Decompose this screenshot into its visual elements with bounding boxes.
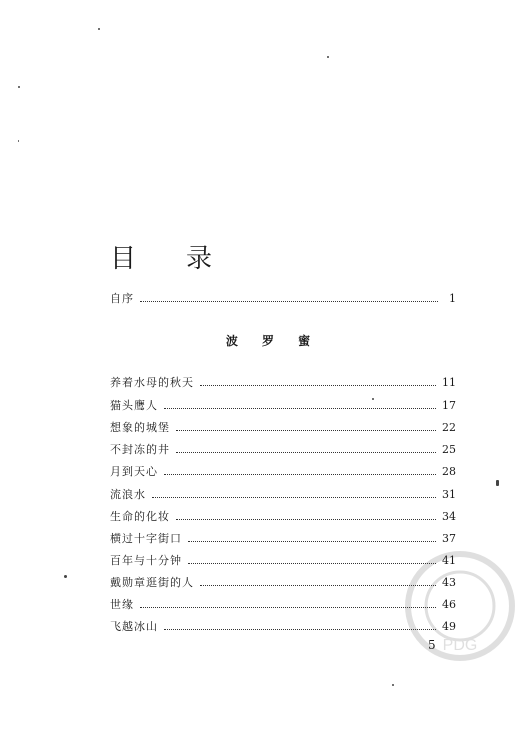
toc-entry-label: 戴勋章逛街的人 <box>110 576 194 589</box>
toc-entry-page: 17 <box>442 399 456 412</box>
toc-entry-page: 28 <box>442 465 456 478</box>
toc-entry-label: 猫头鹰人 <box>110 399 158 412</box>
toc-entry-page: 46 <box>442 598 456 611</box>
toc-entry[interactable] <box>110 508 456 524</box>
toc-leader-dots <box>200 384 436 386</box>
toc-entry-preface[interactable] <box>110 290 456 306</box>
toc-entry-label: 世缘 <box>110 598 134 611</box>
scan-speck <box>372 398 374 400</box>
toc-leader-dots <box>176 518 436 520</box>
toc-leader-dots <box>164 473 436 475</box>
toc-leader-dots <box>164 407 436 409</box>
scan-speck <box>98 28 100 30</box>
toc-entry[interactable] <box>110 419 456 435</box>
toc-entry-page: 34 <box>442 510 456 523</box>
pdg-watermark-icon <box>398 540 518 670</box>
toc-entry[interactable] <box>110 397 456 413</box>
toc-leader-dots <box>176 429 436 431</box>
toc-entry[interactable] <box>110 441 456 457</box>
toc-entry-label: 想象的城堡 <box>110 421 170 434</box>
toc-leader-dots <box>140 606 436 608</box>
toc-entry-label: 不封冻的井 <box>110 443 170 456</box>
toc-heading-char-1: 目 <box>110 244 137 274</box>
toc-leader-dots <box>164 628 436 630</box>
toc-entry[interactable] <box>110 463 456 479</box>
toc-entry-page: 49 <box>442 620 456 633</box>
toc-entry-page: 25 <box>442 443 456 456</box>
scan-speck <box>496 480 499 486</box>
toc-entry-page: 1 <box>449 292 456 305</box>
toc-entry-label: 生命的化妆 <box>110 510 170 523</box>
toc-entry-label: 流浪水 <box>110 488 146 501</box>
scan-speck <box>18 86 20 88</box>
watermark-text: PDG <box>442 637 478 654</box>
scan-speck <box>18 140 19 142</box>
toc-entry-label: 横过十字街口 <box>110 532 182 545</box>
toc-entry-page: 41 <box>442 554 456 567</box>
toc-entry-label: 飞越冰山 <box>110 620 158 633</box>
toc-heading-char-2: 录 <box>186 244 213 274</box>
toc-entry[interactable] <box>110 374 456 390</box>
toc-leader-dots <box>176 451 436 453</box>
scan-speck <box>392 684 394 686</box>
page-number: 5 <box>428 638 436 652</box>
scan-speck <box>327 56 329 58</box>
toc-entry-label: 养着水母的秋天 <box>110 376 194 389</box>
toc-leader-dots <box>152 496 436 498</box>
toc-entry-label: 自序 <box>110 292 134 305</box>
toc-entry-page: 11 <box>442 376 456 389</box>
toc-entry[interactable] <box>110 486 456 502</box>
toc-entry-page: 31 <box>442 488 456 501</box>
toc-leader-dots <box>140 300 438 302</box>
toc-entry-label: 月到天心 <box>110 465 158 478</box>
section-title: 波 罗 蜜 <box>225 334 321 348</box>
toc-entry-page: 37 <box>442 532 456 545</box>
toc-entry-page: 22 <box>442 421 456 434</box>
toc-entry-label: 百年与十分钟 <box>110 554 182 567</box>
toc-entry-page: 43 <box>442 576 456 589</box>
scan-speck <box>64 575 67 578</box>
